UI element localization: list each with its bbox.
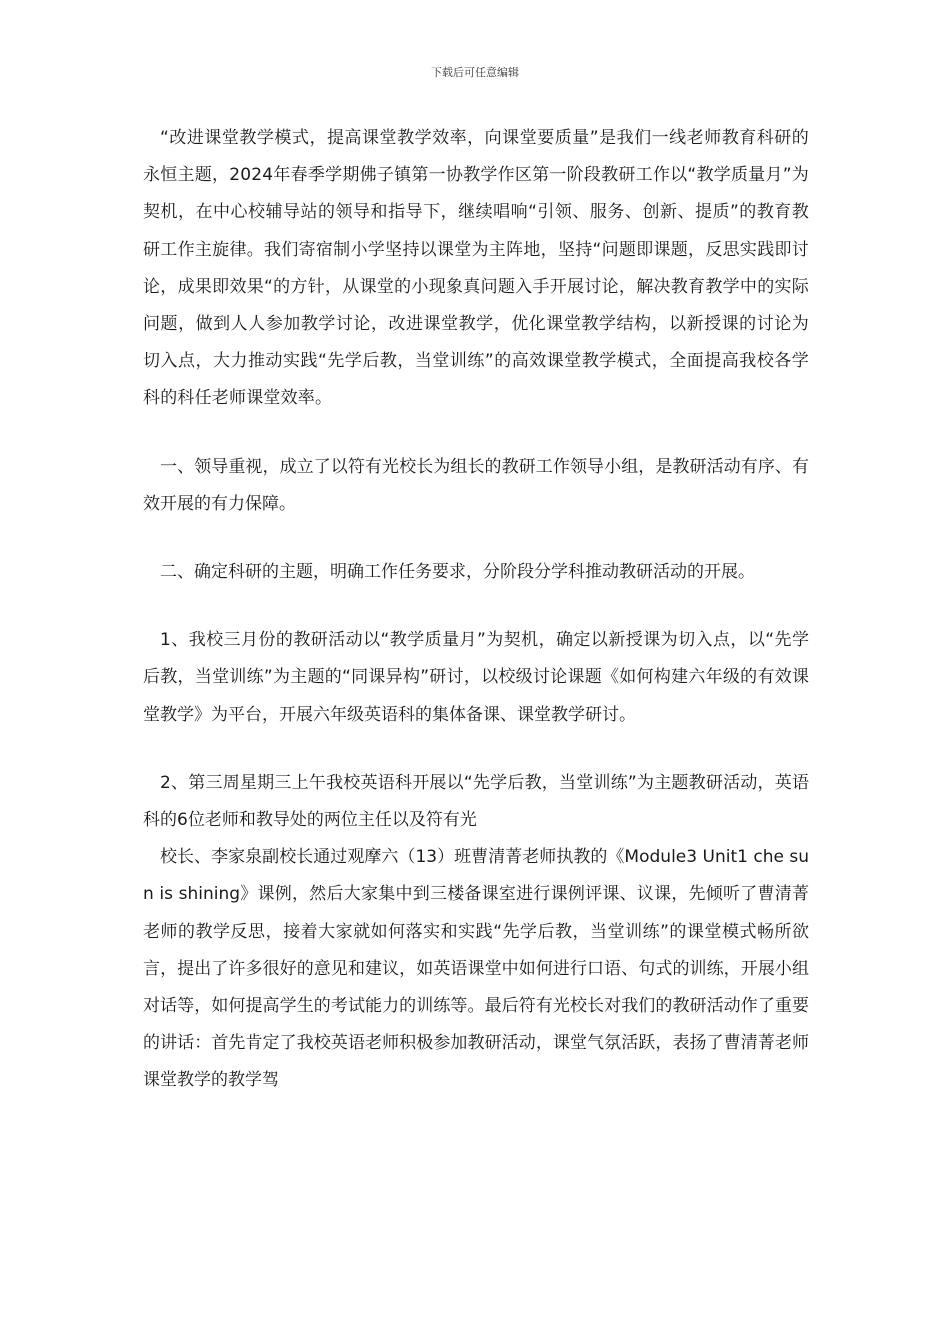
section-one-paragraph: 一、领导重视，成立了以符有光校长为组长的教研工作领导小组，是教研活动有序、有效开展的有力保障。: [143, 456, 809, 514]
item-two-continuation: 校长、李家泉副校长通过观摩六（13）班曹清菁老师执教的《Module3 Unit1 che sun is shining》课例，然后大家集中到三楼备课室进行课例评课、议课，先倾听了曹清菁老师的教学反思，接着大家就如何落实和实践“先学后教，当堂训练”的课堂模式畅所欲言，提出了许多很好的意见和建议，如英语课堂中如何进行口语、句式的训练，开展小组对话等，如何提高学生的考试能力的训练等。最后符有光校长对我们的教研活动作了重要的讲话：首先肯定了我校英语老师积极参加教研活动，课堂气氛活跃，表扬了曹清菁老师课堂教学的教学驾: [143, 847, 809, 1091]
page-header-note: 下载后可任意编辑: [431, 66, 519, 79]
item-two-paragraph: 2、第三周星期三上午我校英语科开展以“先学后教，当堂训练”为主题教研活动，英语科的6位老师和教导处的两位主任以及符有光: [143, 772, 809, 831]
section-two-paragraph: 二、确定科研的主题，明确工作任务要求，分阶段分学科推动教研活动的开展。: [160, 562, 755, 583]
document-body: [143, 120, 809, 1100]
item-one-paragraph: 1、我校三月份的教研活动以“教学质量月”为契机，确定以新授课为切入点，以“先学后教，当堂训练”为主题的“同课异构”研讨，以校级讨论课题《如何构建六年级的有效课堂教学》为平台，开展六年级英语科的集体备课、课堂教学研讨。: [143, 630, 809, 725]
intro-paragraph: “改进课堂教学模式，提高课堂教学效率，向课堂要质量”是我们一线老师教育科研的永恒主题，2024年春季学期佛子镇第一协教学作区第一阶段教研工作以“教学质量月”为契机，在中心校辅导站的领导和指导下，继续唱响“引领、服务、创新、提质”的教育教研工作主旋律。我们寄宿制小学坚持以课堂为主阵地，坚持“问题即课题，反思实践即讨论，成果即效果“的方针，从课堂的小现象真问题入手开展讨论，解决教育教学中的实际问题，做到人人参加教学讨论，改进课堂教学，优化课堂教学结构，以新授课的讨论为切入点，大力推动实践“先学后教，当堂训练”的高效课堂教学模式，全面提高我校各学科的科任老师课堂效率。: [143, 128, 809, 409]
